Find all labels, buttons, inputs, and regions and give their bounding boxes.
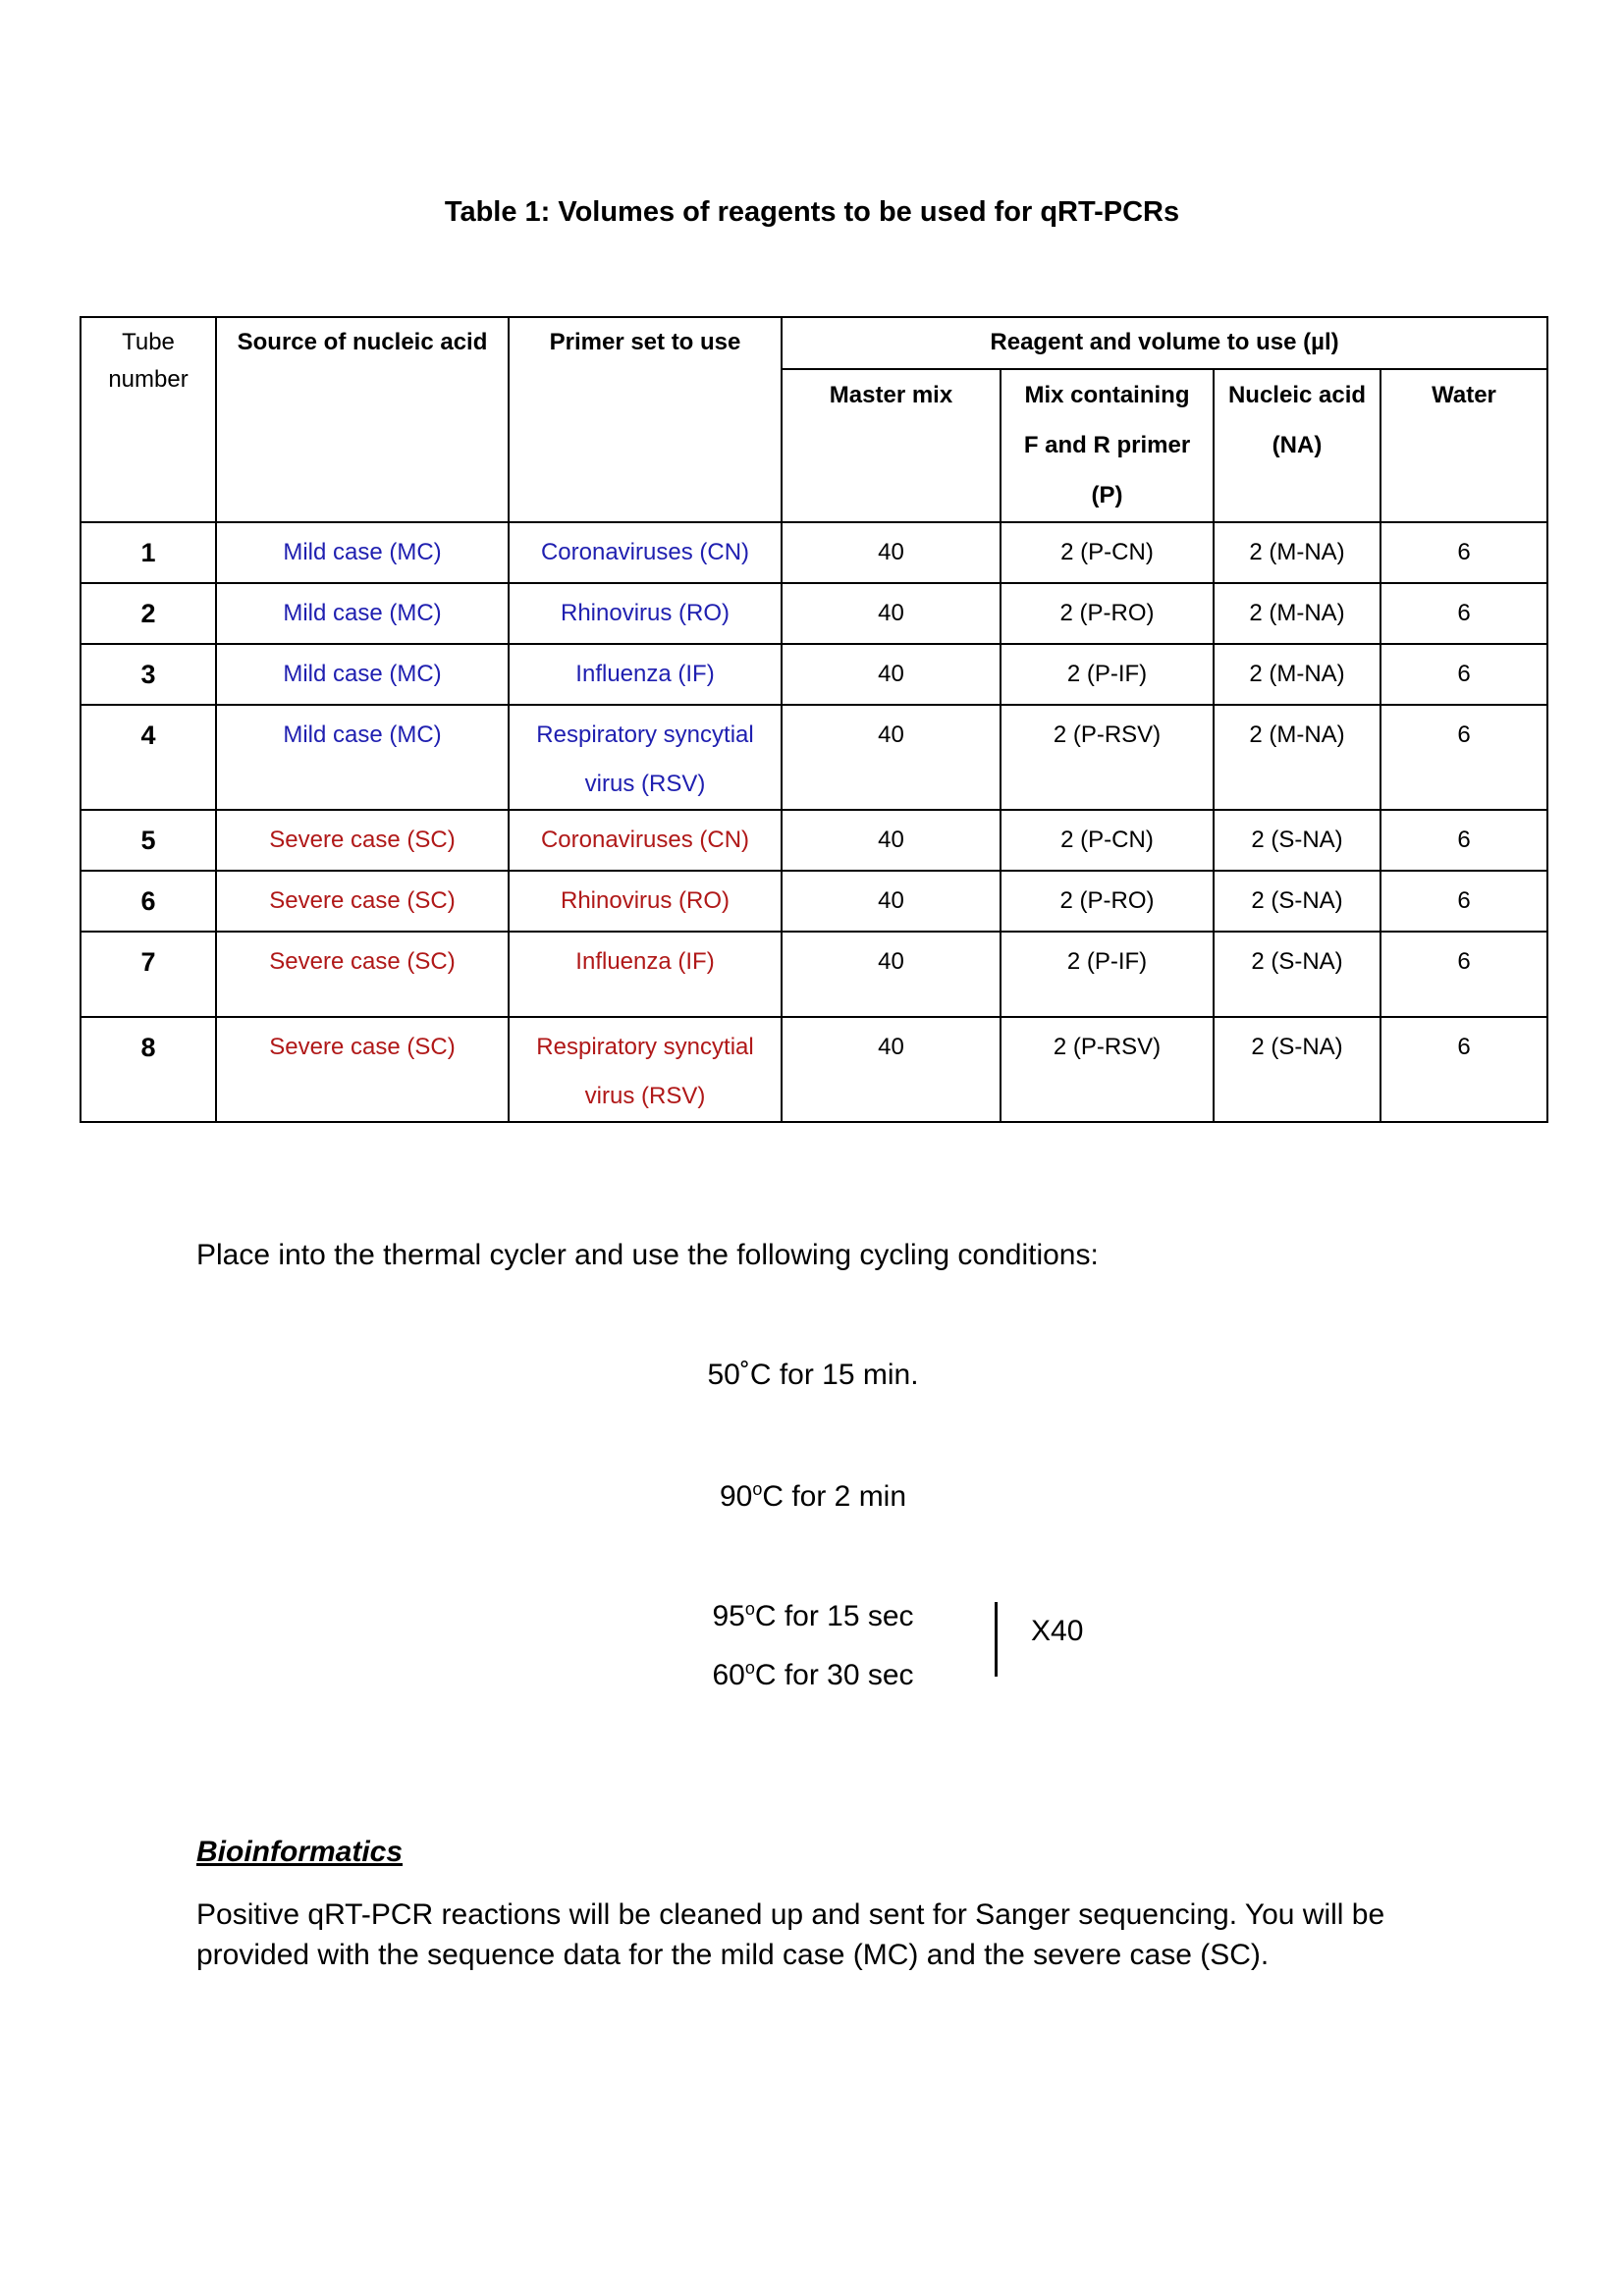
header-mix-line3: (P) <box>1091 482 1123 508</box>
mix-cell: 2 (P-IF) <box>1001 644 1214 705</box>
cycling-step-1: 50˚C for 15 min. <box>707 1359 919 1391</box>
master-mix-cell: 40 <box>782 1017 1001 1122</box>
tube-number: 3 <box>81 644 216 705</box>
header-reagent-group: Reagent and volume to use (µl) <box>782 317 1547 369</box>
cycling-step-3-rest: C for 15 sec <box>754 1600 914 1632</box>
tube-number: 8 <box>81 1017 216 1122</box>
nucleic-acid-cell: 2 (M-NA) <box>1214 644 1380 705</box>
mix-cell: 2 (P-CN) <box>1001 810 1214 871</box>
primer-line1: Respiratory syncytial <box>536 721 754 748</box>
degree-symbol: o <box>744 1658 755 1678</box>
tube-number: 4 <box>81 705 216 810</box>
cycling-step-4 <box>617 1658 1009 1692</box>
header-tube-line1: Tube <box>122 329 175 355</box>
header-mix-line1: Mix containing <box>1024 382 1190 408</box>
master-mix-cell: 40 <box>782 932 1001 1017</box>
tube-number: 1 <box>81 522 216 583</box>
master-mix-cell: 40 <box>782 583 1001 644</box>
water-cell: 6 <box>1380 583 1547 644</box>
nucleic-acid-cell: 2 (M-NA) <box>1214 522 1380 583</box>
tube-number: 6 <box>81 871 216 932</box>
bioinformatics-heading: Bioinformatics <box>196 1836 404 1868</box>
primer-line2: virus (RSV) <box>584 1083 706 1109</box>
primer-cell <box>509 1017 782 1122</box>
master-mix-cell: 40 <box>782 522 1001 583</box>
table-row <box>81 1017 1547 1122</box>
tube-number: 7 <box>81 932 216 1017</box>
nucleic-acid-cell: 2 (M-NA) <box>1214 583 1380 644</box>
water-cell: 6 <box>1380 871 1547 932</box>
primer-cell <box>509 705 782 810</box>
primer-line2: virus (RSV) <box>584 771 706 797</box>
nucleic-acid-cell: 2 (S-NA) <box>1214 871 1380 932</box>
water-cell: 6 <box>1380 810 1547 871</box>
primer-cell: Rhinovirus (RO) <box>509 871 782 932</box>
cycling-step-4-rest: C for 30 sec <box>754 1659 914 1691</box>
mix-cell: 2 (P-CN) <box>1001 522 1214 583</box>
mix-cell: 2 (P-RO) <box>1001 871 1214 932</box>
header-mix-primer <box>1001 369 1214 522</box>
mix-cell: 2 (P-IF) <box>1001 932 1214 1017</box>
bioinformatics-text: Positive qRT-PCR reactions will be cleaned up and sent for Sanger sequencing. You will be provided with the sequence data for the mild case (MC) and the severe case (SC). <box>196 1898 1385 1971</box>
header-nucleic-line2: (NA) <box>1272 432 1323 458</box>
header-tube-number <box>81 317 216 522</box>
table-row <box>81 522 1547 583</box>
tube-number: 5 <box>81 810 216 871</box>
cycling-step-4-temp: 60 <box>712 1659 745 1691</box>
repeat-bracket <box>995 1602 998 1677</box>
source-cell: Mild case (MC) <box>216 705 509 810</box>
repeat-count: X40 <box>1031 1615 1084 1647</box>
primer-cell: Coronaviruses (CN) <box>509 522 782 583</box>
tube-number: 2 <box>81 583 216 644</box>
table-row <box>81 583 1547 644</box>
header-water: Water <box>1380 369 1547 522</box>
master-mix-cell: 40 <box>782 705 1001 810</box>
cycling-step-2 <box>617 1479 1009 1514</box>
cycling-step-3-temp: 95 <box>712 1600 745 1632</box>
source-cell: Severe case (SC) <box>216 810 509 871</box>
master-mix-cell: 40 <box>782 644 1001 705</box>
primer-line1: Respiratory syncytial <box>536 1034 754 1060</box>
primer-cell: Influenza (IF) <box>509 644 782 705</box>
header-mix-line2: F and R primer <box>1023 432 1191 458</box>
mix-cell: 2 (P-RSV) <box>1001 1017 1214 1122</box>
cycling-step-2-temp: 90 <box>719 1480 753 1513</box>
table-row <box>81 871 1547 932</box>
source-cell: Mild case (MC) <box>216 644 509 705</box>
water-cell: 6 <box>1380 932 1547 1017</box>
table-row <box>81 932 1547 1017</box>
master-mix-cell: 40 <box>782 871 1001 932</box>
master-mix-cell: 40 <box>782 810 1001 871</box>
nucleic-acid-cell: 2 (S-NA) <box>1214 1017 1380 1122</box>
source-cell: Mild case (MC) <box>216 583 509 644</box>
degree-symbol: o <box>744 1599 755 1619</box>
table-row <box>81 705 1547 810</box>
cycling-intro: Place into the thermal cycler and use the following cycling conditions: <box>196 1239 1099 1271</box>
primer-cell: Coronaviruses (CN) <box>509 810 782 871</box>
water-cell: 6 <box>1380 705 1547 810</box>
header-tube-line2: number <box>108 366 189 393</box>
nucleic-acid-cell: 2 (S-NA) <box>1214 810 1380 871</box>
primer-cell: Rhinovirus (RO) <box>509 583 782 644</box>
mix-cell: 2 (P-RSV) <box>1001 705 1214 810</box>
table-row <box>81 644 1547 705</box>
header-primer: Primer set to use <box>509 317 782 522</box>
degree-symbol: o <box>752 1479 763 1499</box>
header-nucleic-acid <box>1214 369 1380 522</box>
water-cell: 6 <box>1380 644 1547 705</box>
table-row <box>81 810 1547 871</box>
cycling-step-3 <box>617 1599 1009 1633</box>
table-title: Table 1: Volumes of reagents to be used for qRT-PCRs <box>444 196 1180 228</box>
water-cell: 6 <box>1380 1017 1547 1122</box>
cycling-step-2-rest: C for 2 min <box>762 1480 907 1513</box>
header-source: Source of nucleic acid <box>216 317 509 522</box>
source-cell: Severe case (SC) <box>216 1017 509 1122</box>
reagents-table <box>80 316 1548 1123</box>
water-cell: 6 <box>1380 522 1547 583</box>
mix-cell: 2 (P-RO) <box>1001 583 1214 644</box>
primer-cell: Influenza (IF) <box>509 932 782 1017</box>
nucleic-acid-cell: 2 (M-NA) <box>1214 705 1380 810</box>
source-cell: Severe case (SC) <box>216 932 509 1017</box>
nucleic-acid-cell: 2 (S-NA) <box>1214 932 1380 1017</box>
source-cell: Severe case (SC) <box>216 871 509 932</box>
header-master-mix: Master mix <box>782 369 1001 522</box>
header-nucleic-line1: Nucleic acid <box>1227 382 1367 408</box>
source-cell: Mild case (MC) <box>216 522 509 583</box>
